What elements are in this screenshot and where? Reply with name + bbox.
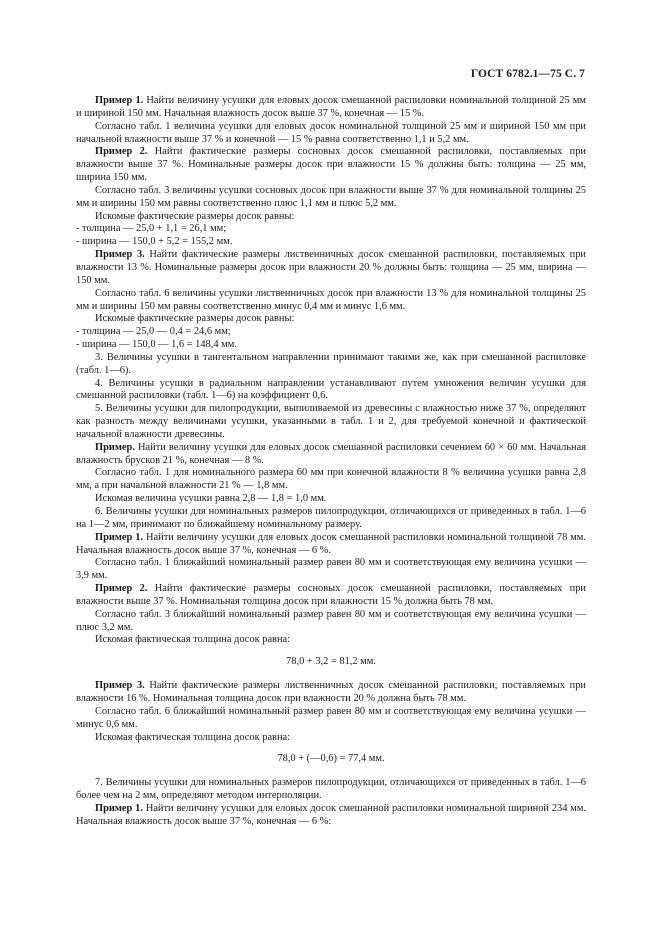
example-text: Найти величину усушки для еловых досок смешанной распиловки номинальной толщиной 25 мм и шириной 150 мм. Начальная влажность досок выше 37 %, конечная — 15 %.: [76, 95, 586, 119]
example-text: Найти величину усушки для еловых досок смешанной распиловки номинальной шириной 234 мм. Начальная влажность досок выше 37 %, конечная — 6 %:: [76, 802, 586, 827]
example-paragraph: [76, 803, 586, 829]
example-label: Пример 1.: [95, 531, 144, 543]
paragraph: 3. Величины усушки в тангентальном направлении принимают такими же, как при смешанной распиловке (табл. 1—6).: [76, 351, 586, 376]
document-body: [76, 95, 586, 829]
paragraph: Согласно табл. 1 для номинального размера 60 мм при конечной влажности 8 % величина усушки равна 2,8 мм, а при начальной влажности 21 % — 1,8 мм.: [76, 467, 586, 492]
example-text: Найти величину усушки для еловых досок смешанной распиловки сечением 60 × 60 мм. Начальная влажность брусков 21 %, конечная — 8 %.: [76, 441, 586, 466]
example-label: Пример 2.: [95, 146, 148, 158]
example-paragraph: [76, 583, 586, 609]
paragraph: 6. Величины усушки для номинальных размеров пилопродукции, отличающихся от приведенных в табл. 1—6 на 1—2 мм, принимают по ближайшему номинальному размеру.: [76, 506, 586, 530]
example-text: Найти величину усушки для еловых досок смешанной распиловки номинальной толщиной 78 мм. Начальная влажность досок выше 37 %, конечная — 6 %.: [76, 531, 586, 556]
paragraph: 5. Величины усушки для пилопродукции, выпиливаемой из древесины с влажностью ниже 37 %, определяют как разность между величинами усушки, указанными в табл. 1 и 2, для требуемой конечной и фактической начальной влажности древесины.: [76, 403, 586, 440]
paragraph: Искомые фактические размеры досок равны:: [95, 313, 295, 325]
list-item: - толщина — 25,0 — 0,4 = 24,6 мм;: [76, 326, 231, 338]
example-paragraph: [76, 146, 586, 185]
example-paragraph: [76, 442, 586, 468]
example-paragraph: [76, 532, 586, 558]
formula: 78,0 + 3,2 = 81,2 мм.: [286, 656, 376, 668]
paragraph: Согласно табл. 3 ближайший номинальный размер равен 80 мм и соответствующая ему величина усушки — плюс 3,2 мм.: [76, 608, 586, 633]
list-item: - ширина — 150,0 + 5,2 = 155,2 мм.: [76, 236, 233, 248]
list-item: - ширина — 150,0 — 1,6 = 148,4 мм.: [76, 339, 237, 351]
example-label: Пример 3.: [95, 680, 145, 692]
example-paragraph: [76, 95, 586, 121]
example-text: Найти фактические размеры лиственничных досок смешанной распиловки, поставляемых при влажности 16 %. Номинальная толщина досок при влажности 20 % должна быть 78 мм.: [76, 680, 586, 704]
paragraph: Согласно табл. 1 ближайший номинальный размер равен 80 мм и соответствующая ему величина усушки — 3,9 мм.: [76, 557, 586, 582]
paragraph: Искомая величина усушки равна 2,8 — 1,8 = 1,0 мм.: [95, 493, 327, 505]
paragraph: Искомая фактическая толщина досок равна:: [95, 731, 291, 743]
paragraph: 7. Величины усушки для номинальных размеров пилопродукции, отличающихся от приведенных в табл. 1—6 более чем на 2 мм, определяют методом интерполяции.: [76, 777, 586, 802]
paragraph: Согласно табл. 1 величина усушки для еловых досок номинальной толщиной 25 мм и шириной 150 мм при начальной влажности выше 37 % и конечной — 15 % равна соответственно 1,1 и 5,2 мм.: [76, 120, 586, 145]
example-label: Пример 1.: [95, 95, 144, 106]
paragraph: 4. Величины усушки в радиальном направлении устанавливают путем умножения величин усушки для смешанной распиловки (табл. 1—6) на коэффициент 0,6.: [76, 377, 586, 402]
example-label: Пример 2.: [95, 583, 148, 595]
paragraph: Согласно табл. 6 величины усушки лиственничных досок при влажности 13 % для номинальной толщины 25 мм и ширины 150 мм равны соответственно минус 0,4 мм и минус 1,6 мм.: [76, 287, 586, 312]
example-label: Пример.: [95, 441, 135, 453]
paragraph: Согласно табл. 6 ближайший номинальный размер равен 80 мм и соответствующая ему величина усушки — минус 0,6 мм.: [76, 705, 586, 730]
example-text: Найти фактические размеры сосновых досок смешанной распиловки, поставляемых при влажности выше 37 %. Номинальные размеры досок при влажности 15 % должны быть: толщина — 25 мм, ширина 150 мм.: [76, 146, 586, 184]
paragraph: Искомые фактические размеры досок равны:: [95, 210, 295, 222]
example-text: Найти фактические размеры лиственничных досок смешанной распиловки, поставляемых при влажности 13 %. Номинальные размеры досок при влажности 20 % должны быть: толщина — 25 мм, ширина — 150 мм.: [76, 249, 586, 286]
example-paragraph: [76, 249, 586, 288]
example-label: Пример 1.: [95, 802, 143, 814]
list-item: - толщина — 25,0 + 1,1 = 26,1 мм;: [76, 223, 227, 235]
example-paragraph: [76, 680, 586, 706]
paragraph: Согласно табл. 3 величины усушки сосновых досок при влажности выше 37 % для номинальной толщины 25 мм и ширины 150 мм равны соответственно плюс 1,1 мм и плюс 5,2 мм.: [76, 184, 586, 209]
example-text: Найти фактические размеры сосновых досок смешанной распиловки, поставляемых при влажности выше 37 %. Номинальная толщина досок при влажности 15 % должна быть 78 мм.: [76, 583, 586, 607]
page-header: ГОСТ 6782.1—75 С. 7: [470, 68, 585, 80]
paragraph: Искомая фактическая толщина досок равна:: [95, 634, 291, 646]
formula: 78,0 + (—0,6) = 77,4 мм.: [277, 753, 385, 765]
example-label: Пример 3.: [95, 249, 145, 261]
